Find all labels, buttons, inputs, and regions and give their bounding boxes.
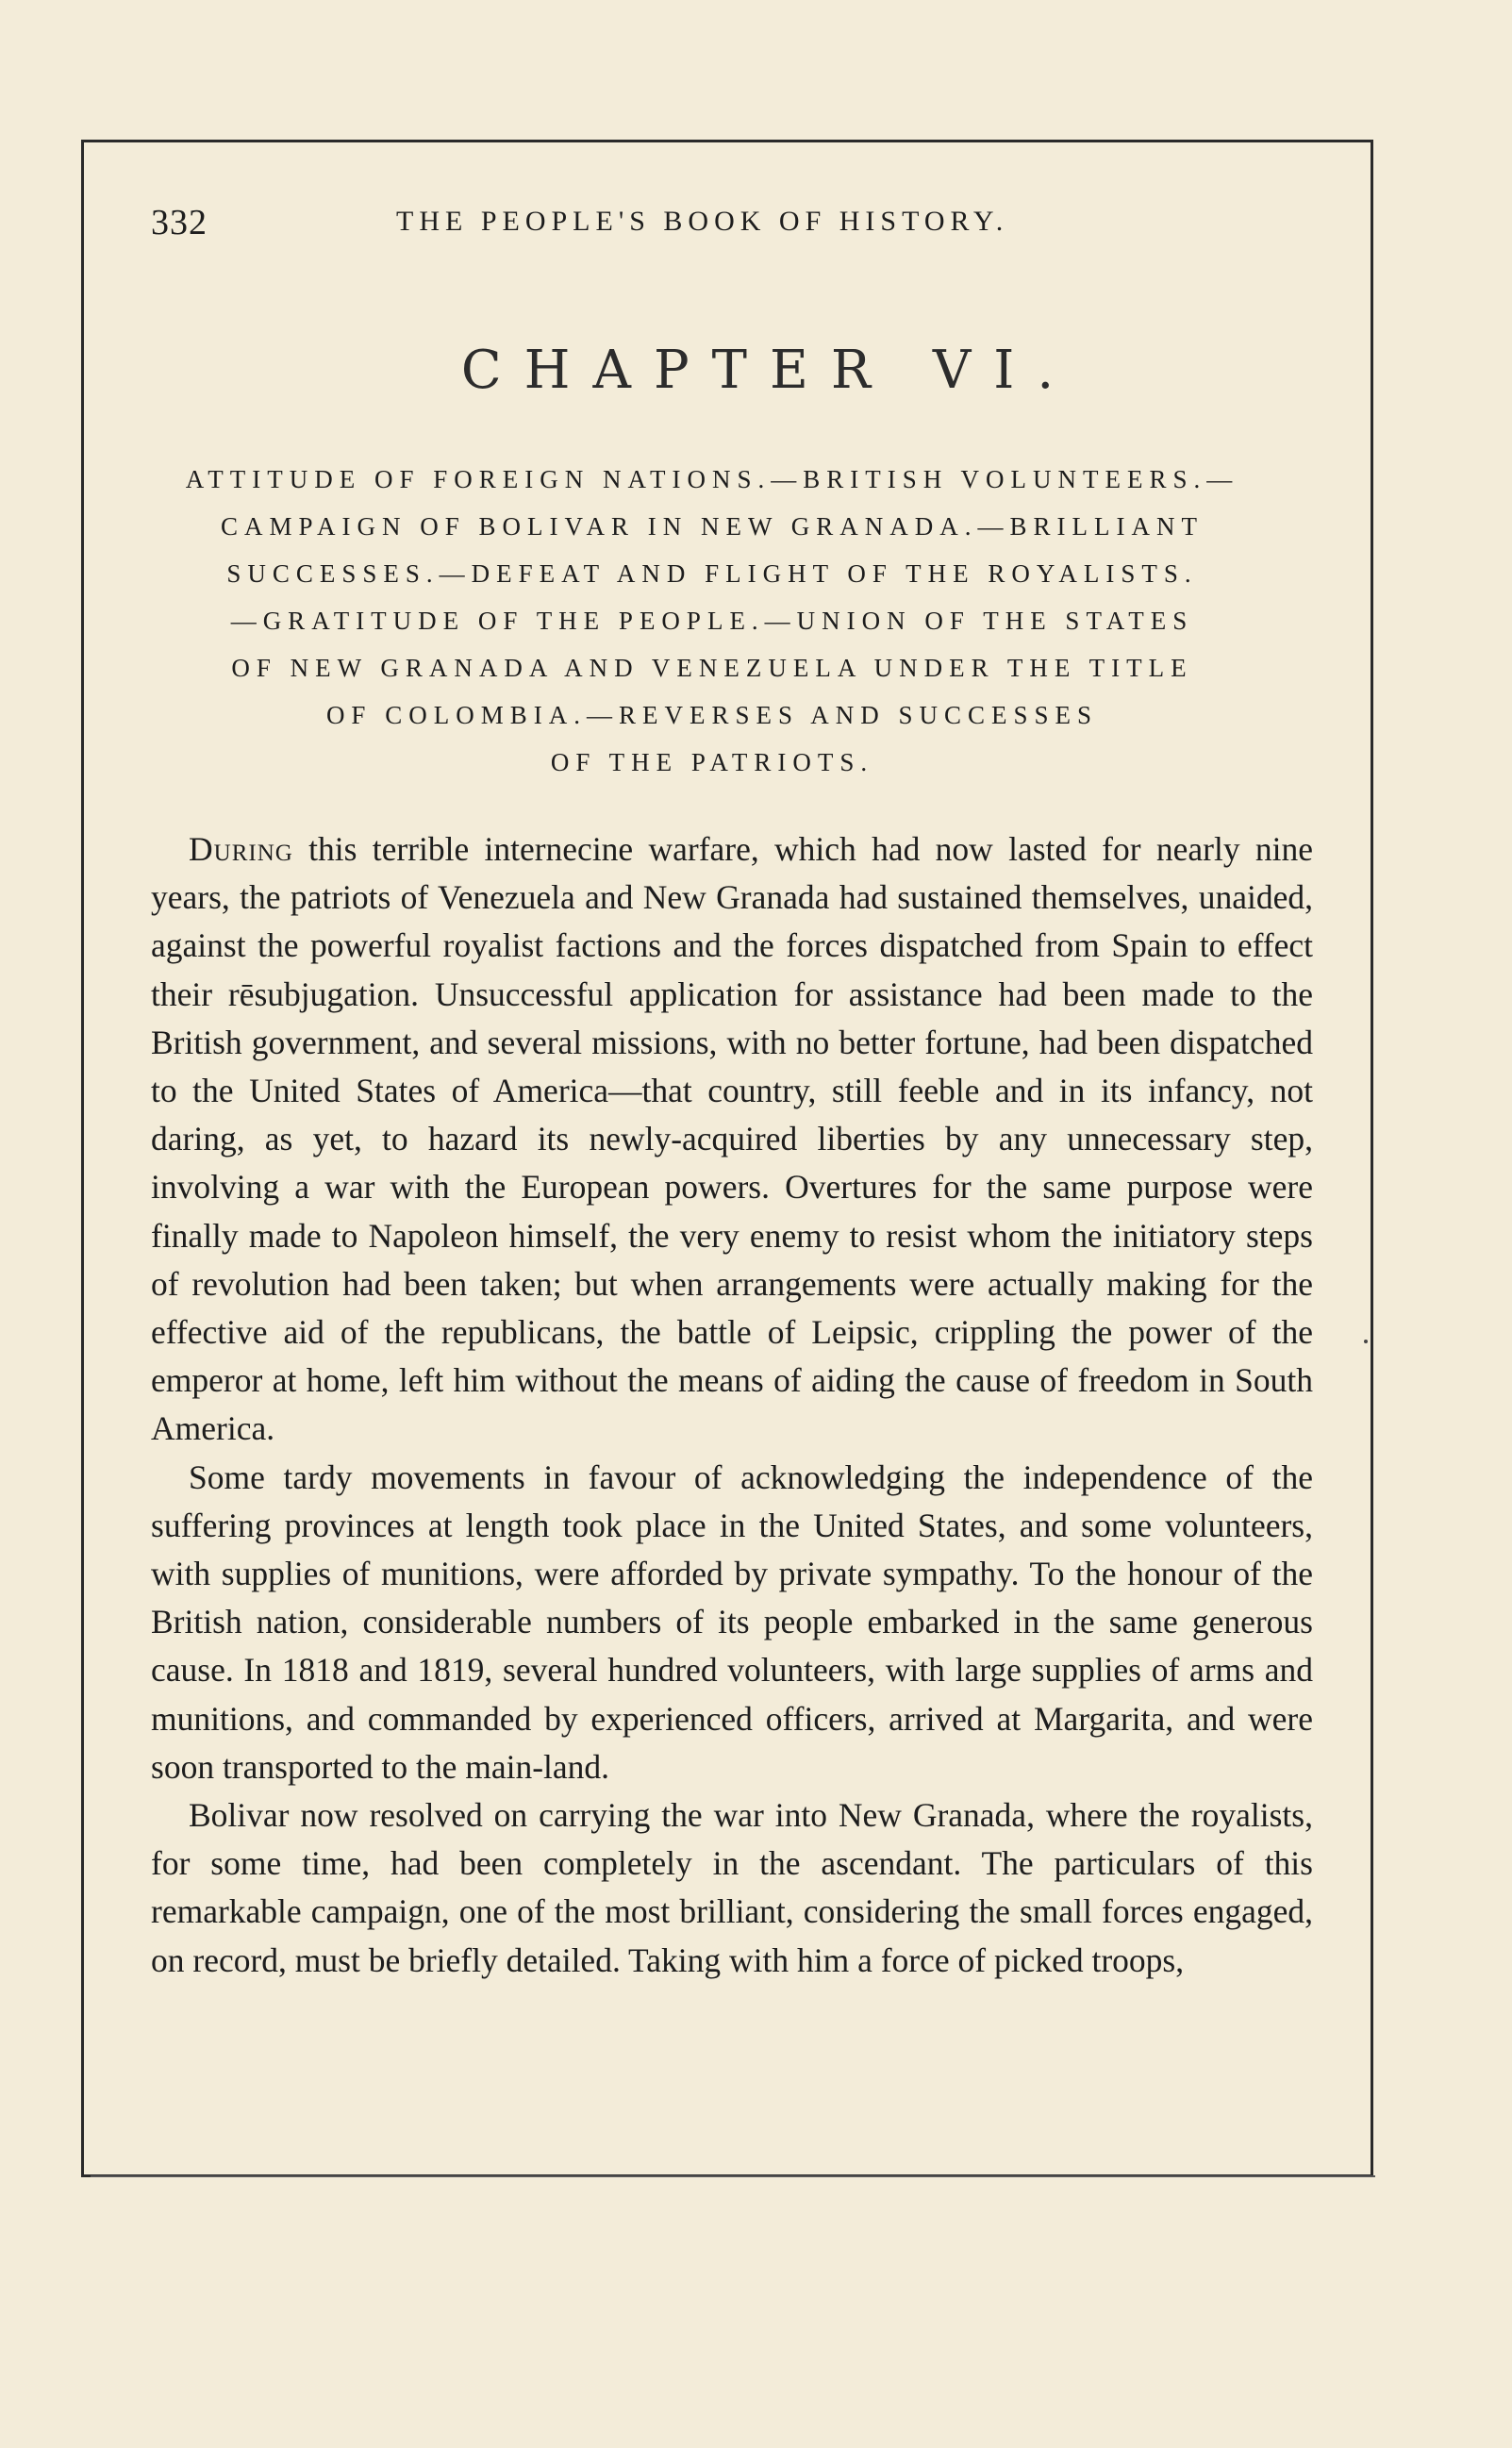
page-border-shadow <box>91 2175 1375 2181</box>
page-number: 332 <box>151 203 208 242</box>
margin-mark <box>1364 1340 1368 1343</box>
chapter-title: CHAPTER VI. <box>460 340 1077 401</box>
paragraph-3: Bolivar now resolved on carrying the war into New Granada, where the royalists, for some time, had been completely in the ascendant. The particulars of this remarkable campaign, one of the most brilliant, considering the small forces engaged, on record, must be briefly detailed. Taking with him a force of picked troops, <box>151 1796 1313 1979</box>
paragraph-2: Some tardy movements in favour of acknowledging the independence of the suffering provinces at length took place in the United States, and some volunteers, with supplies of munitions, were afforded by private sympathy. To the honour of the British nation, considerable numbers of its people embarked in the same generous cause. In 1818 and 1819, several hundred volunteers, with large supplies of arms and munitions, and commanded by experienced officers, arrived at Margarita, and were soon transported to the main-land. <box>151 1457 1313 1786</box>
body-text <box>151 825 1321 1985</box>
chapter-synopsis: ATTITUDE OF FOREIGN NATIONS.—BRITISH VOLUNTEERS.— CAMPAIGN OF BOLIVAR IN NEW GRANADA.—BRILLIANT SUCCESSES.—DEFEAT AND FLIGHT OF THE ROYALISTS. —GRATITUDE OF THE PEOPLE.—UNION OF THE STATES OF NEW GRANADA AND VENEZUELA UNDER THE TITLE OF COLOMBIA.—REVERSES AND SUCCESSES OF THE PATRIOTS. <box>185 465 1239 776</box>
paragraph-1-lead: During <box>189 830 293 868</box>
paragraph-1 <box>151 825 1313 1454</box>
running-head <box>151 189 1321 245</box>
running-title: THE PEOPLE'S BOOK OF HISTORY. <box>396 206 1009 237</box>
page-content <box>151 189 1321 1985</box>
paragraph-1-text: this terrible internecine warfare, which had now lasted for nearly nine years, the patriots of Venezuela and New Granada had sustained themselves, unaided, against the powerful royalist factions and the forces dispatched from Spain to effect their rēsubjugation. Unsuccessful application for assistance had been made to the British government, and several missions, with no better fortune, had been dispatched to the United States of America—that country, still feeble and in its infancy, not daring, as yet, to hazard its newly-acquired liberties by any unnecessary step, involving a war with the European powers. Overtures for the same purpose were finally made to Napoleon himself, the very enemy to resist whom the initiatory steps of revolution had been taken; but when arrangements were actually making for the effective aid of the republicans, the battle of Leipsic, crippling the power of the emperor at home, left him without the means of aiding the cause of freedom in South America. <box>151 830 1313 1448</box>
